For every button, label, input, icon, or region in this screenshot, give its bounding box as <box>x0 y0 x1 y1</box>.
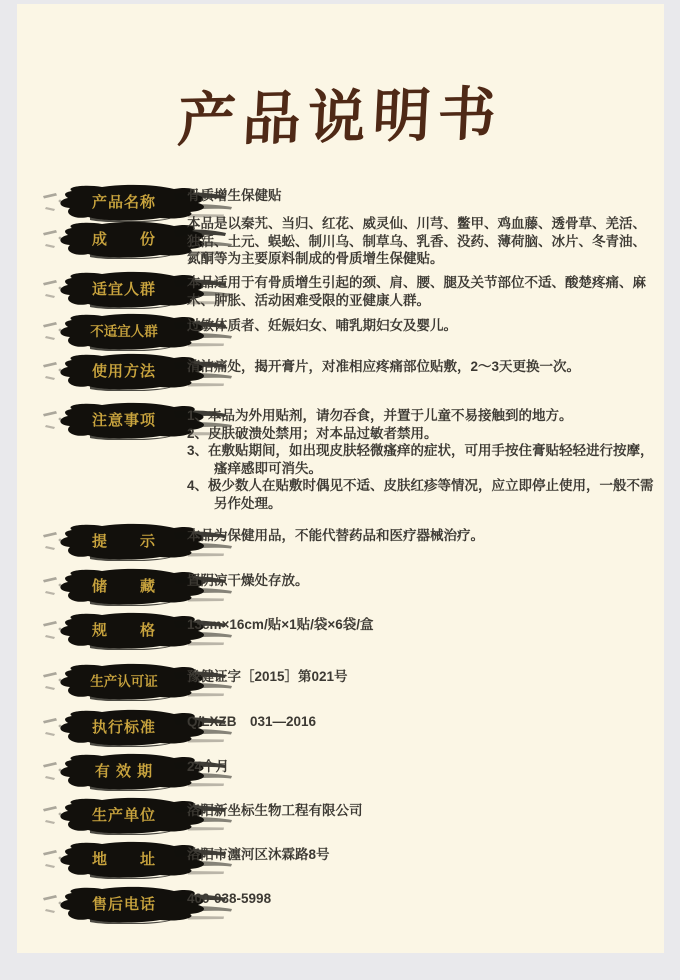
content-line: 洛阳市瀍河区沐霖路8号 <box>187 847 330 862</box>
content-line: 独活、土元、蜈蚣、制川乌、制草乌、乳香、没药、薄荷脑、冰片、冬青油、 <box>187 233 646 249</box>
section-content <box>187 616 657 634</box>
content-line: 过敏体质者、妊娠妇女、哺乳期妇女及婴儿。 <box>187 318 457 333</box>
content-line: 本品适用于有骨质增生引起的颈、肩、腰、腿及关节部位不适、酸楚疼痛、麻 <box>187 275 646 290</box>
content-line: 另作处理。 <box>214 495 282 511</box>
content-line: Q/LXZB 031—2016 <box>187 714 317 729</box>
section-label: 产品名称 <box>91 194 156 211</box>
content-line: 3、在敷贴期间，如出现皮肤轻微瘙痒的症状，可用手按住膏贴轻轻进行按摩， <box>187 443 654 458</box>
section-label: 提 示 <box>91 533 156 550</box>
section-label: 使用方法 <box>91 363 156 380</box>
section-label: 成 份 <box>91 231 156 248</box>
content-line: 4、极少数人在贴敷时偶见不适、皮肤红疹等情况，应立即停止使用，一般不需 <box>187 478 654 493</box>
content-line: 氮酮等为主要原料制成的骨质增生保健贴。 <box>187 251 444 266</box>
content-line: 13cm×16cm/贴×1贴/袋×6袋/盒 <box>187 617 374 632</box>
content-line: 置阴凉干燥处存放。 <box>187 573 309 588</box>
paper <box>17 4 664 953</box>
section-label: 生产单位 <box>91 807 156 824</box>
section-content <box>187 668 657 686</box>
section-label: 执行标准 <box>91 719 156 736</box>
section-content <box>187 758 657 776</box>
content-line: 本品为保健用品，不能代替药品和医疗器械治疗。 <box>187 528 484 543</box>
section-label: 生产认可证 <box>90 674 158 689</box>
section-content <box>187 317 657 335</box>
section-content <box>187 215 657 268</box>
content-line: 木、肿胀、活动困难受限的亚健康人群。 <box>187 292 430 308</box>
section-label: 地 址 <box>91 851 156 868</box>
section-content <box>187 527 657 545</box>
section-label: 适宜人群 <box>91 281 156 298</box>
section-content <box>187 407 657 512</box>
page-title: 产品说明书 <box>176 79 505 155</box>
section-label: 不适宜人群 <box>90 324 158 339</box>
content-line: 瘙痒感即可消失。 <box>214 460 322 476</box>
section-label: 有 效 期 <box>94 763 154 780</box>
content-line: 豫健证字［2015］第021号 <box>187 669 348 684</box>
content-line: 1、本品为外用贴剂，请勿吞食，并置于儿童不易接触到的地方。 <box>187 408 573 423</box>
content-line: 洛阳新坐标生物工程有限公司 <box>187 803 363 818</box>
section-content <box>187 802 657 820</box>
content-line: 24个月 <box>187 759 230 774</box>
content-line: 骨质增生保健贴 <box>187 188 282 203</box>
section-label: 售后电话 <box>91 896 156 913</box>
section-label: 储 藏 <box>91 578 156 595</box>
section-content <box>187 187 657 205</box>
content-line: 本品是以秦艽、当归、红花、威灵仙、川芎、鳖甲、鸡血藤、透骨草、羌活、 <box>187 216 646 231</box>
content-line: 400-038-5998 <box>187 891 272 906</box>
section-content <box>187 890 657 908</box>
section-content <box>187 713 657 731</box>
section-label: 规 格 <box>91 622 156 639</box>
content-line: 清洁痛处，揭开膏片，对准相应疼痛部位贴敷，2～3天更换一次。 <box>187 359 581 374</box>
section-content <box>187 274 657 309</box>
content-line: 2、皮肤破溃处禁用；对本品过敏者禁用。 <box>187 425 438 441</box>
section-content <box>187 572 657 590</box>
section-content <box>187 358 657 376</box>
section-content <box>187 846 657 864</box>
section-label: 注意事项 <box>91 412 156 429</box>
